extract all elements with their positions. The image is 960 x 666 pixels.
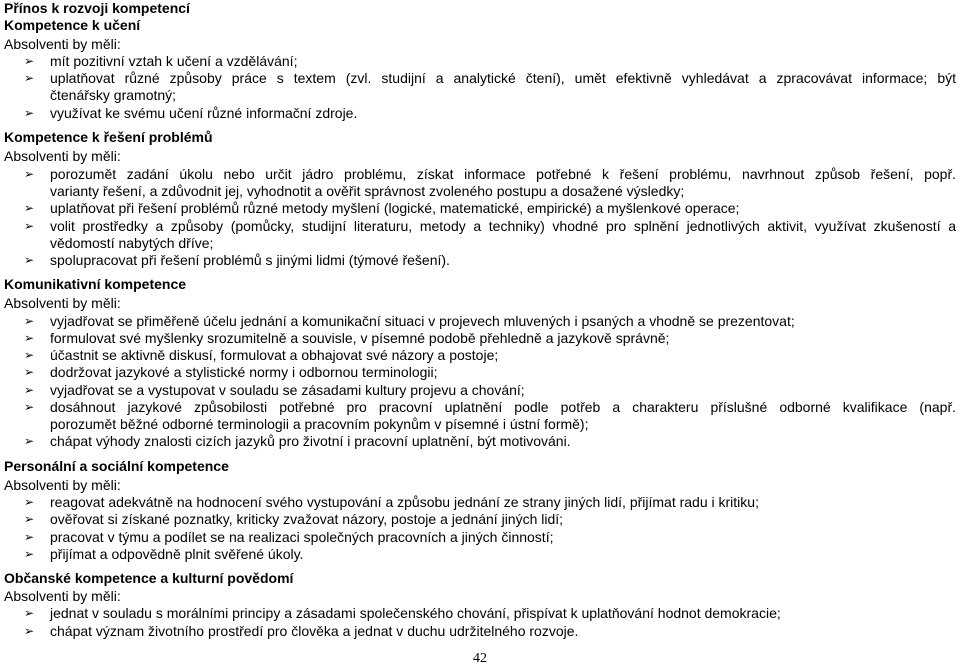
page-number: 42	[473, 651, 487, 666]
list-item: uplatňovat při řešení problémů různé metody myšlení (logické, matematické, empirické) a myšlenkové operace;	[50, 200, 740, 216]
list-item: účastnit se aktivně diskusí, formulovat a obhajovat své názory a postoje;	[50, 347, 499, 363]
document-title: Přínos k rozvoji kompetencí	[4, 0, 190, 16]
list-item-continuation: varianty řešení, a zdůvodnit jej, vyhodnotit a ověřit správnost zvoleného postupu a dosažené výsledky;	[50, 183, 685, 199]
section-heading: Občanské kompetence a kulturní povědomí	[4, 570, 294, 586]
list-item: pracovat v týmu a podílet se na realizaci společných pracovních a jiných činností;	[50, 529, 554, 545]
bullet-icon: ➢	[24, 54, 35, 68]
list-item: chápat význam životního prostředí pro člověka a jednat v duchu udržitelného rozvoje.	[50, 623, 579, 639]
bullet-icon: ➢	[24, 383, 35, 397]
list-item: vyjadřovat se přiměřeně účelu jednání a komunikační situaci v projevech mluvených i psaných a vhodně se prezentovat;	[50, 313, 795, 329]
section-intro: Absolventi by měli:	[4, 477, 121, 493]
list-item: využívat ke svému učení různé informační zdroje.	[50, 105, 358, 121]
bullet-icon: ➢	[24, 167, 35, 181]
section-intro: Absolventi by měli:	[4, 36, 121, 52]
section-intro: Absolventi by měli:	[4, 588, 121, 604]
list-item-continuation: čtenářsky gramotný;	[50, 87, 177, 103]
section-heading: Kompetence k učení	[4, 17, 141, 33]
list-item-continuation: porozumět běžné odborné terminologii a pracovním pokynům v písemné i ústní formě);	[50, 416, 589, 432]
bullet-icon: ➢	[24, 606, 35, 620]
bullet-icon: ➢	[24, 624, 35, 638]
list-item: mít pozitivní vztah k učení a vzdělávání;	[50, 53, 298, 69]
bullet-icon: ➢	[24, 253, 35, 267]
bullet-icon: ➢	[24, 495, 35, 509]
list-item: ověřovat si získané poznatky, kriticky zvažovat názory, postoje a jednání jiných lidí;	[50, 511, 564, 527]
section-heading: Personální a sociální kompetence	[4, 458, 229, 474]
list-item: vyjadřovat se a vystupovat v souladu se zásadami kultury projevu a chování;	[50, 382, 525, 398]
bullet-icon: ➢	[24, 106, 35, 120]
bullet-icon: ➢	[24, 219, 35, 233]
list-item-continuation: vědomostí nabytých dříve;	[50, 235, 214, 251]
list-item: formulovat své myšlenky srozumitelně a souvisle, v písemné podobě přehledně a jazykově správně;	[50, 330, 670, 346]
bullet-icon: ➢	[24, 547, 35, 561]
list-item: přijímat a odpovědně plnit svěřené úkoly.	[50, 546, 304, 562]
bullet-icon: ➢	[24, 434, 35, 448]
bullet-icon: ➢	[24, 71, 35, 85]
list-item: chápat výhody znalosti cizích jazyků pro životní i pracovní uplatnění, být motivováni.	[50, 433, 571, 449]
bullet-icon: ➢	[24, 331, 35, 345]
bullet-icon: ➢	[24, 365, 35, 379]
list-item: dodržovat jazykové a stylistické normy i odbornou terminologii;	[50, 364, 438, 380]
bullet-icon: ➢	[24, 530, 35, 544]
section-intro: Absolventi by měli:	[4, 295, 121, 311]
bullet-icon: ➢	[24, 512, 35, 526]
section-heading: Kompetence k řešení problémů	[4, 129, 213, 145]
list-item: uplatňovat různé způsoby práce s textem (zvl. studijní a analytické čtení), umět efektivně vyhledávat a zpracovávat informace; být	[50, 70, 956, 86]
section-heading: Komunikativní kompetence	[4, 276, 187, 292]
list-item: jednat v souladu s morálními principy a zásadami společenského chování, přispívat k uplatňování hodnot demokracie;	[50, 605, 781, 621]
list-item: dosáhnout jazykové způsobilosti potřebné pro pracovní uplatnění podle potřeb a charakteru příslušné odborné kvalifikace (např.	[50, 399, 956, 415]
list-item: spolupracovat při řešení problémů s jinými lidmi (týmové řešení).	[50, 252, 450, 268]
list-item: reagovat adekvátně na hodnocení svého vystupování a způsobu jednání ze strany jiných lidí, přijímat radu i kritiku;	[50, 494, 759, 510]
list-item: porozumět zadání úkolu nebo určit jádro problému, získat informace potřebné k řešení problému, navrhnout způsob řešení, popř.	[50, 166, 956, 182]
bullet-icon: ➢	[24, 348, 35, 362]
bullet-icon: ➢	[24, 314, 35, 328]
list-item: volit prostředky a způsoby (pomůcky, studijní literaturu, metody a techniky) vhodné pro splnění jednotlivých aktivit, využívat zkušeností a	[50, 218, 956, 234]
bullet-icon: ➢	[24, 201, 35, 215]
bullet-icon: ➢	[24, 400, 35, 414]
section-intro: Absolventi by měli:	[4, 148, 121, 164]
